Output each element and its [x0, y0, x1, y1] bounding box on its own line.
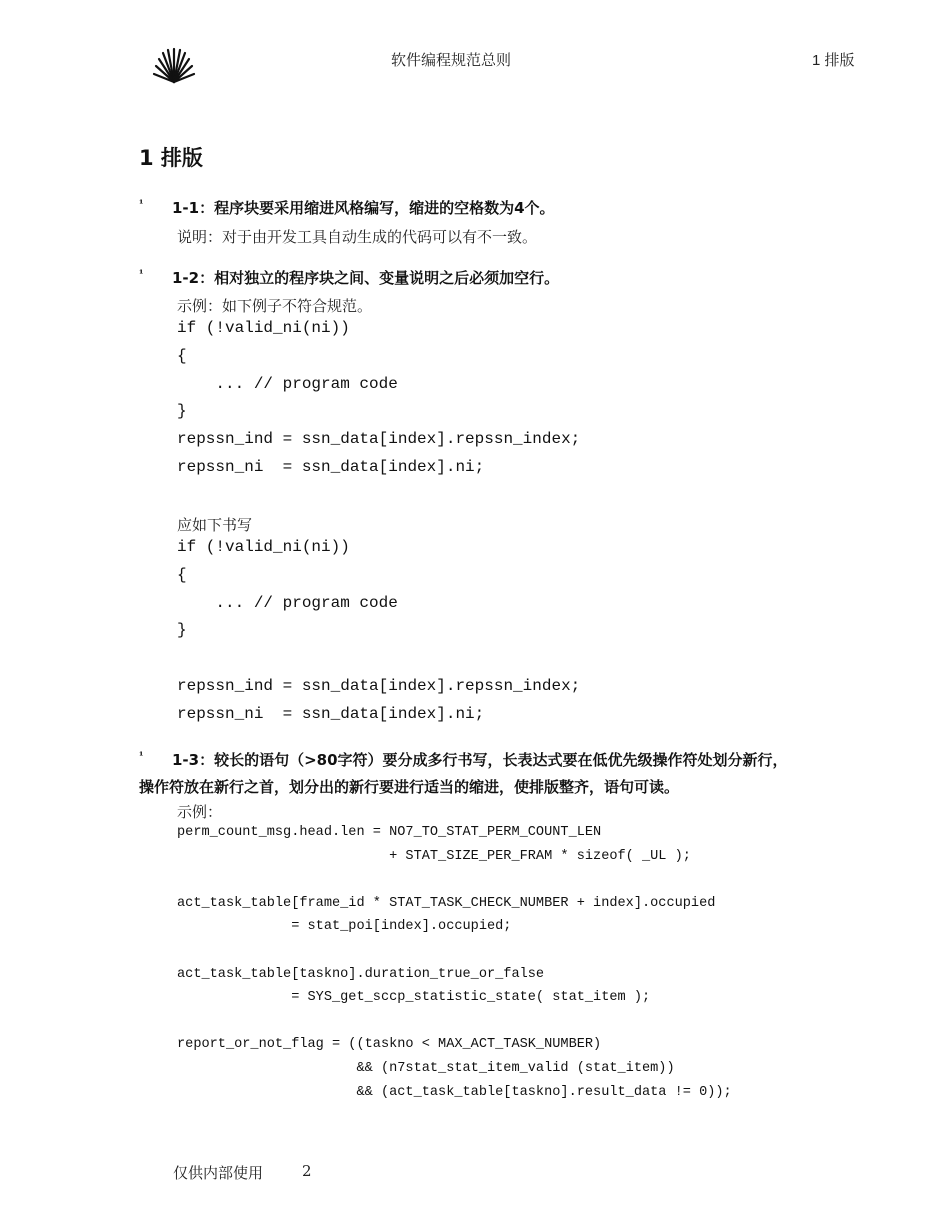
rule-1-2-bad-code: if (!valid_ni(ni)) { ... // program code } repssn_ind = ssn_data[index].repssn_index; repssn_ni = ssn_data[index].ni; — [177, 319, 581, 476]
footer-label: 仅供内部使用 — [173, 1164, 264, 1182]
rule-1-2-good-code: if (!valid_ni(ni)) { ... // program code } repssn_ind = ssn_data[index].repssn_index; repssn_ni = ssn_data[index].ni; — [177, 538, 581, 723]
rule-bullet: ¹ — [139, 269, 144, 280]
section-title: 1 排版 — [139, 146, 203, 170]
rule-1-3-code: perm_count_msg.head.len = NO7_TO_STAT_PERM_COUNT_LEN + STAT_SIZE_PER_FRAM * sizeof( _UL ); act_task_table[frame_id * STAT_TASK_CHECK_NUMBER + index].occupied = stat_poi[index].occupied; act_task_table[taskno].duration_true_or_false = SYS_get_sccp_statistic_state( stat_item ); report_or_not_flag = ((taskno < MAX_ACT_TASK_NUMBER) && (n7stat_stat_item_valid (stat_item)) && (act_task_table[taskno].result_data != 0)); — [177, 825, 732, 1100]
rule-bullet: ¹ — [139, 751, 144, 762]
rule-1-1-text: 1-1：程序块要采用缩进风格编写，缩进的空格数为4个。 — [172, 199, 555, 217]
rule-1-2-text: 1-2：相对独立的程序块之间、变量说明之后必须加空行。 — [172, 269, 560, 287]
company-logo-icon — [150, 46, 198, 86]
header-section-ref: 1 排版 — [812, 52, 855, 69]
rule-1-1-note: 说明：对于由开发工具自动生成的代码可以有不一致。 — [177, 228, 538, 246]
footer-page-number: 2 — [302, 1162, 312, 1180]
rule-1-2-good-label: 应如下书写 — [177, 516, 253, 534]
rule-1-2-example-label: 示例：如下例子不符合规范。 — [177, 297, 373, 315]
header-doc-title: 软件编程规范总则 — [391, 51, 512, 69]
rule-bullet: ¹ — [139, 199, 144, 210]
rule-1-3-example-label: 示例： — [177, 803, 223, 821]
rule-1-3-text-line2: 操作符放在新行之首，划分出的新行要进行适当的缩进，使排版整齐，语句可读。 — [139, 778, 680, 796]
rule-1-3-text-line1: 1-3：较长的语句（>80字符）要分成多行书写，长表达式要在低优先级操作符处划分新行， — [172, 751, 788, 769]
